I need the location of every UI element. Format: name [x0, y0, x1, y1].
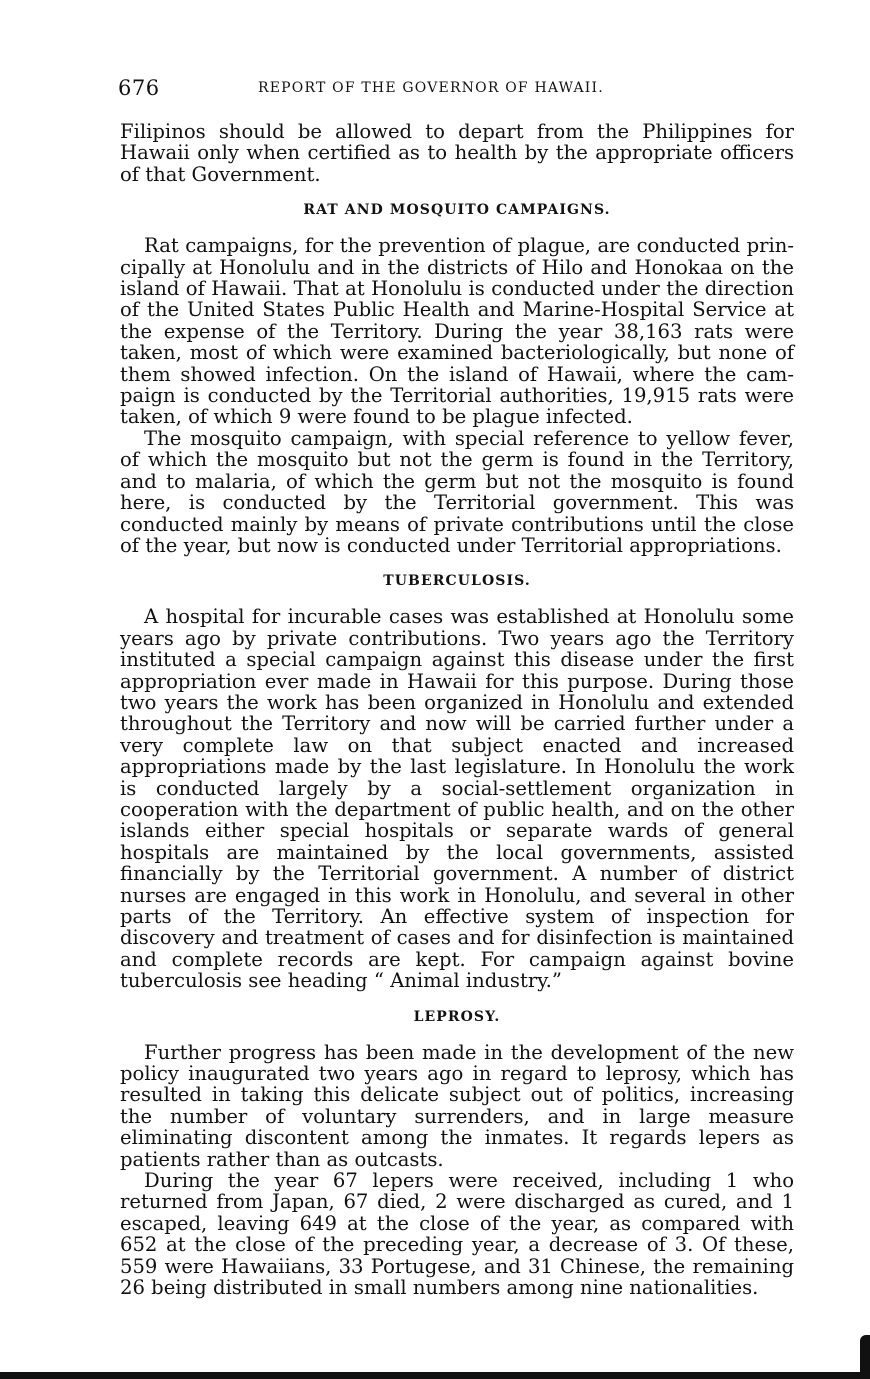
section-heading-leprosy: LEPROSY.	[413, 1008, 501, 1025]
page-number: 676	[118, 76, 160, 100]
section-heading-rat-mosquito: RAT AND MOSQUITO CAMPAIGNS.	[303, 202, 611, 219]
paragraph-leprosy-statistics: During the year 67 lepers were received, including 1 who returned from Japan, 67 died, 2 were discharged as cured, and 1 escaped, leaving 649 at the close of the year, as compared with 652 at the close of the preceding year, a decrease of 3. Of these, 559 were Hawaiians, 33 Portugese, and 31 Chinese, the remaining 26 being distributed in small numbers among nine nationalities.	[120, 1169, 794, 1300]
paragraph-mosquito-campaign: The mosquito campaign, with special reference to yellow fever, of which the mosquito but not the germ is found in the Territory, and to malaria, of which the germ but not the mosquito is found here, is conducted by the Territorial government. This was conducted mainly by means of private contributions until the close of the year, but now is conducted under Territorial appropriations.	[120, 426, 794, 557]
section-heading-tuberculosis: TUBERCULOSIS.	[383, 573, 531, 590]
paragraph-tuberculosis: A hospital for incurable cases was established at Honolulu some years ago by private contributions. Two years ago the Territory instituted a special campaign against this disease under the first appropriation ever made in Hawaii for this purpose. During those two years the work has been organized in Honolulu and extended throughout the Territory and now will be carried further under a very complete law on that subject enacted and increased appropriations made by the last legislature. In Honolulu the work is conducted largely by a social-settlement organization in cooperation with the department of public health, and on the other islands either special hospitals or separate wards of general hospitals are maintained by the local governments, assisted financially by the Territorial government. A number of district nurses are engaged in this work in Honolulu, and several in other parts of the Territory. An effective system of inspection for discovery and treatment of cases and for disinfection is maintained and complete records are kept. For campaign against bovine tuberculosis see heading “ Animal industry.”	[120, 605, 794, 993]
running-title: REPORT OF THE GOVERNOR OF HAWAII.	[258, 80, 604, 96]
text-column	[120, 121, 794, 1299]
scan-bottom-border	[0, 1372, 870, 1379]
paragraph-leprosy-policy: Further progress has been made in the development of the new policy inaugurated two years ago in regard to leprosy, which has resulted in taking this delicate subject out of politics, increasing the number of voluntary surrenders, and in large measure eliminating discontent among the inmates. It regards lepers as patients rather than as outcasts.	[120, 1040, 794, 1171]
running-head	[118, 76, 794, 104]
paragraph-rat-campaigns: Rat campaigns, for the prevention of plague, are conducted principally at Honolulu and in the districts of Hilo and Honokaa on the island of Hawaii. That at Honolulu is conducted under the direction of the United States Public Health and Marine-Hospital Service at the expense of the Territory. During the year 38,163 rats were taken, most of which were examined bacteriologically, but none of them showed infection. On the island of Hawaii, where the campaign is conducted by the Territorial authorities, 19,915 rats were taken, of which 9 were found to be plague infected.	[120, 234, 794, 429]
intro-paragraph: Filipinos should be allowed to depart from the Philippines for Hawaii only when certified as to health by the appropriate officers of that Government.	[120, 120, 794, 186]
